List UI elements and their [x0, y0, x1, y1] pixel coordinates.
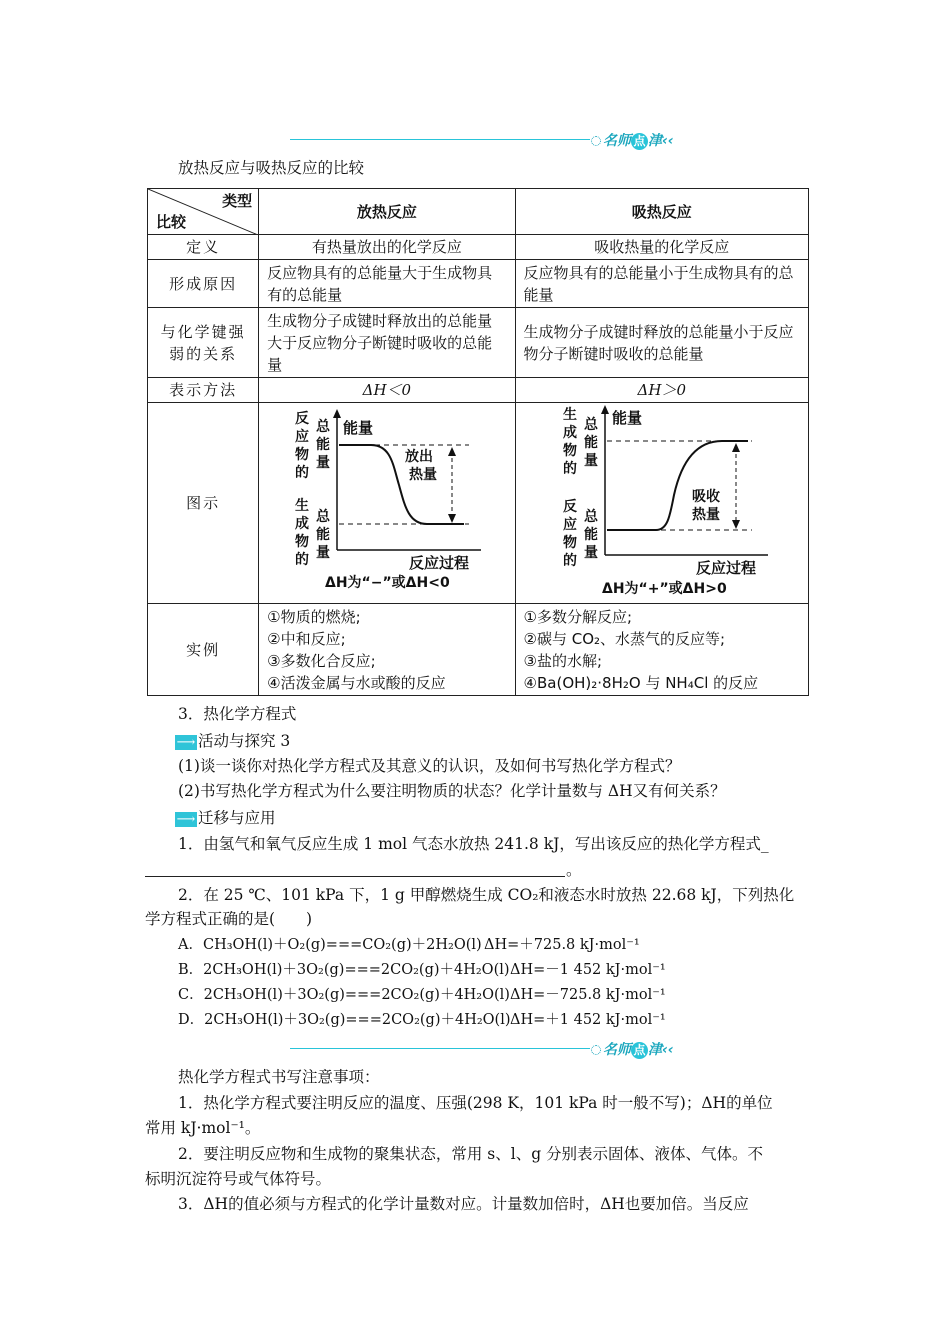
exo-bot-r2: 能 — [316, 527, 331, 543]
option-d-dh: ΔH=＋1 452 kJ·mol⁻¹ — [510, 1012, 666, 1028]
cell: ΔH＜0 — [259, 378, 515, 403]
example-item: ③盐的水解; — [523, 651, 603, 670]
banner-text2: 津 — [648, 133, 662, 149]
section-3-title: 3．热化学方程式 — [178, 705, 297, 723]
transfer-tag-label: 迁移与应用 — [198, 809, 276, 827]
banner-text: 名师 — [603, 1042, 631, 1058]
banner-divider — [290, 139, 590, 140]
exo-x-axis-label: 反应过程 — [409, 554, 470, 572]
option-equation: A．CH₃OH(l)＋O₂(g)===CO₂(g)＋2H₂O(l) — [178, 937, 482, 953]
example-item: ①物质的燃烧; — [267, 607, 361, 626]
exo-top-r2: 能 — [316, 437, 331, 453]
example-item: ④Ba(OH)₂·8H₂O 与 NH₄Cl 的反应 — [523, 673, 759, 692]
question-1: (1)谈一谈你对热化学方程式及其意义的认识，及如何书写热化学方程式？ — [178, 757, 681, 775]
exo-top-l1: 反 — [295, 411, 310, 427]
endo-arrow-label-1: 吸收 — [691, 489, 720, 505]
banner-badge — [591, 130, 674, 150]
section-title: 放热反应与吸热反应的比较 — [178, 159, 365, 177]
corner-cell — [148, 189, 259, 235]
cell: 生成物分子成键时释放出的总能量大于反应物分子断键时吸收的总能量 — [259, 308, 515, 378]
note-2-line1: 2．要注明反应物和生成物的聚集状态，常用 s、l、g 分别表示固体、液体、气体。不 — [178, 1145, 764, 1163]
comparison-table — [147, 188, 809, 696]
option-b — [178, 960, 510, 980]
exo-top-l4: 的 — [295, 465, 310, 481]
ring-icon — [591, 136, 601, 146]
option-equation: C．2CH₃OH(l)＋3O₂(g)===2CO₂(g)＋4H₂O(l) — [178, 987, 510, 1003]
cell-examples-exo — [259, 604, 515, 696]
option-a — [178, 935, 482, 955]
row-label: 与化学键强弱的关系 — [148, 308, 259, 378]
banner-text: 名师 — [603, 133, 631, 149]
exo-y-arrow-icon — [333, 409, 341, 418]
exo-top-r3: 量 — [316, 455, 331, 471]
exo-arrow-down-icon — [448, 514, 456, 523]
exo-bot-l1: 生 — [295, 498, 310, 514]
endo-diagram-cell — [515, 403, 808, 604]
endo-top-l4: 的 — [562, 461, 577, 477]
endo-arrow-down-icon — [732, 520, 740, 529]
exo-curve — [339, 445, 464, 524]
double-chevron-icon: ‹‹ — [662, 1042, 674, 1058]
arrow-right-icon: ⟶ — [176, 734, 196, 750]
exo-arrow-up-icon — [448, 447, 456, 456]
exo-arrow-label-2: 热量 — [409, 467, 438, 483]
exo-diagram-cell — [259, 403, 515, 604]
cell: 反应物具有的总能量大于生成物具有的总能量 — [259, 260, 515, 308]
cell: ΔH＞0 — [515, 378, 808, 403]
endo-curve — [607, 441, 748, 530]
row-label: 形成原因 — [148, 260, 259, 308]
endo-bot-l4: 的 — [562, 553, 577, 569]
endo-top-l2: 成 — [562, 425, 577, 441]
endo-bot-l1: 反 — [562, 499, 577, 515]
exo-arrow-label-1: 放出 — [405, 449, 434, 465]
endo-top-l1: 生 — [562, 407, 577, 423]
activity-tag — [175, 731, 290, 751]
corner-bottom: 比较 — [156, 213, 187, 231]
cell: 反应物具有的总能量小于生成物具有的总能量 — [515, 260, 808, 308]
exothermic-energy-diagram — [259, 403, 514, 597]
example-item: ①多数分解反应; — [523, 607, 633, 626]
cell: 有热量放出的化学反应 — [259, 235, 515, 260]
transfer-tag — [175, 808, 276, 828]
exo-top-r1: 总 — [316, 419, 331, 435]
example-item: ②碳与 CO₂、水蒸气的反应等; — [523, 629, 726, 648]
cell: 生成物分子成键时释放的总能量小于反应物分子断键时吸收的总能量 — [515, 308, 808, 378]
note-1-line1: 1．热化学方程式要注明反应的温度、压强(298 K，101 kPa 时一般不写)；ΔH的单位 — [178, 1094, 773, 1112]
endothermic-energy-diagram — [516, 403, 808, 597]
endo-top-r1: 总 — [583, 417, 598, 433]
endo-y-arrow-icon — [601, 405, 609, 414]
banner-mark: 点 — [631, 133, 648, 150]
ring-icon — [591, 1045, 601, 1055]
endo-y-axis-label: 能量 — [611, 409, 642, 427]
row-label: 图示 — [148, 403, 259, 604]
exo-bot-r3: 量 — [316, 545, 331, 561]
endo-caption: ΔH为“+”或ΔH>0 — [601, 581, 727, 597]
notes-title: 热化学方程式书写注意事项： — [178, 1068, 380, 1086]
option-a-dh: ΔH=＋725.8 kJ·mol⁻¹ — [484, 937, 640, 953]
endo-x-axis-label: 反应过程 — [695, 559, 756, 577]
option-equation: D．2CH₃OH(l)＋3O₂(g)===2CO₂(g)＋4H₂O(l) — [178, 1012, 511, 1028]
example-item: ③多数化合反应; — [267, 651, 376, 670]
question-2: (2)书写热化学方程式为什么要注明物质的状态？化学计量数与 ΔH又有何关系？ — [178, 782, 726, 800]
option-c-dh: ΔH=－725.8 kJ·mol⁻¹ — [510, 987, 666, 1003]
cell-examples-endo — [515, 604, 808, 696]
exo-bot-l4: 的 — [295, 552, 310, 568]
exo-y-axis-label: 能量 — [343, 419, 374, 437]
endo-top-l3: 物 — [562, 443, 577, 459]
banner-divider — [290, 1048, 590, 1049]
example-item: ④活泼金属与水或酸的反应 — [267, 673, 446, 692]
row-label: 定义 — [148, 235, 259, 260]
exo-bot-r1: 总 — [316, 509, 331, 525]
row-label: 表示方法 — [148, 378, 259, 403]
exo-caption: ΔH为“−”或ΔH<0 — [325, 575, 450, 591]
endo-bot-l3: 物 — [562, 535, 577, 551]
problem-1: 1．由氢气和氧气反应生成 1 mol 气态水放热 241.8 kJ，写出该反应的热化学方程式_ — [178, 835, 769, 853]
option-c — [178, 985, 510, 1005]
endo-bot-r3: 量 — [583, 545, 598, 561]
problem-1-end: 。 — [566, 861, 582, 879]
example-item: ②中和反应; — [267, 629, 346, 648]
endo-bot-r1: 总 — [583, 509, 598, 525]
option-d — [178, 1010, 511, 1030]
exo-bot-l3: 物 — [295, 534, 310, 550]
endo-arrow-up-icon — [732, 443, 740, 452]
endo-bot-r2: 能 — [583, 527, 598, 543]
endo-top-r3: 量 — [583, 453, 598, 469]
activity-tag-label: 活动与探究 3 — [198, 732, 291, 750]
exo-top-l3: 物 — [295, 447, 310, 463]
row-label: 实例 — [148, 604, 259, 696]
arrow-right-icon: ⟶ — [176, 811, 196, 827]
note-1-line2: 常用 kJ·mol⁻¹。 — [145, 1119, 261, 1137]
endo-top-r2: 能 — [583, 435, 598, 451]
header-exothermic: 放热反应 — [259, 189, 515, 235]
header-endothermic: 吸热反应 — [515, 189, 808, 235]
note-2-line2: 标明沉淀符号或气体符号。 — [145, 1170, 332, 1188]
banner-mark: 点 — [631, 1042, 648, 1059]
endo-arrow-label-2: 热量 — [691, 507, 720, 523]
corner-top: 类型 — [222, 192, 253, 210]
endo-bot-l2: 应 — [562, 517, 577, 533]
answer-blank[interactable] — [145, 876, 565, 877]
cell: 吸收热量的化学反应 — [515, 235, 808, 260]
double-chevron-icon: ‹‹ — [662, 133, 674, 149]
banner-badge — [591, 1039, 674, 1059]
note-3-line1: 3．ΔH的值必须与方程式的化学计量数对应。计量数加倍时，ΔH也要加倍。当反应 — [178, 1195, 749, 1213]
option-equation: B．2CH₃OH(l)＋3O₂(g)===2CO₂(g)＋4H₂O(l) — [178, 962, 510, 978]
banner-text2: 津 — [648, 1042, 662, 1058]
exo-bot-l2: 成 — [295, 516, 310, 532]
problem-2-line1: 2．在 25 ℃、101 kPa 下，1 g 甲醇燃烧生成 CO₂和液态水时放热 22.68 kJ，下列热化 — [178, 886, 795, 904]
option-b-dh: ΔH=－1 452 kJ·mol⁻¹ — [510, 962, 666, 978]
exo-top-l2: 应 — [295, 429, 310, 445]
problem-2-line2: 学方程式正确的是( ) — [145, 910, 313, 928]
